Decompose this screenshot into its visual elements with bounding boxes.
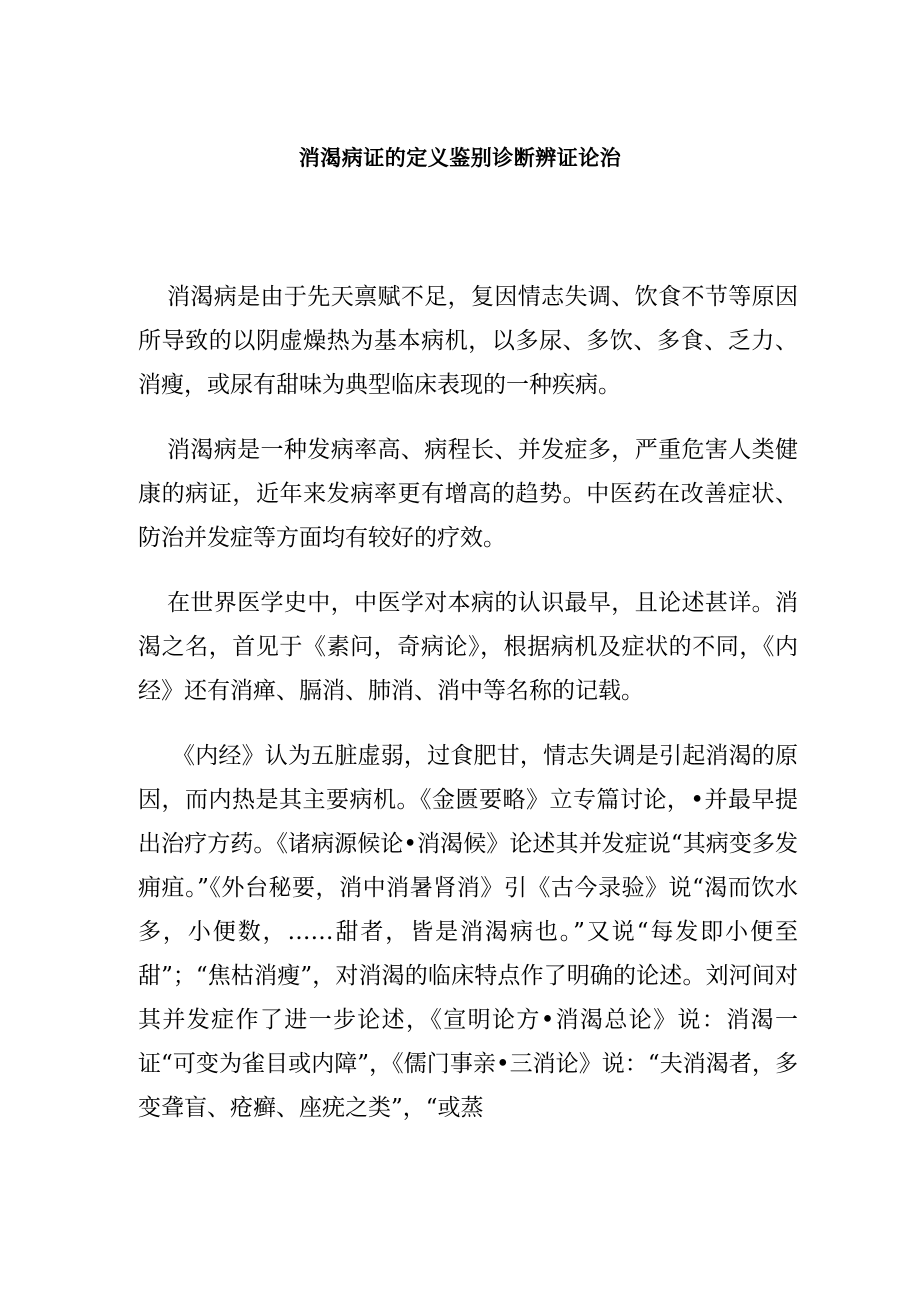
paragraph-history: 在世界医学史中，中医学对本病的认识最早，且论述甚详。消渴之名，首见于《素问，奇病论》，根据病机及症状的不同，《内经》还有消瘅、膈消、肺消、消中等名称的记载。 [138,590,798,704]
document-title: 消渴病证的定义鉴别诊断辨证论治 [298,145,622,170]
paragraph-prevalence: 消渴病是一种发病率高、病程长、并发症多，严重危害人类健康的病证，近年来发病率更有增高的趋势。中医药在改善症状、防治并发症等方面均有较好的疗效。 [138,437,798,551]
paragraph-classics: 《内经》认为五脏虚弱，过食肥甘，情志失调是引起消渴的原因，而内热是其主要病机。《金匮要略》立专篇讨论，•并最早提出治疗方药。《诸病源候论•消渴候》论述其并发症说“其病变多发痈疽。”《外台秘要，消中消暑肾消》引《古今录验》说“渴而饮水多，小便数，……甜者，皆是消渴病也。”又说“每发即小便至甜”；“焦枯消瘦”，对消渴的临床特点作了明确的论述。刘河间对其并发症作了进一步论述，《宣明论方•消渴总论》说：消渴一证“可变为雀目或内障”，《儒门事亲•三消论》说：“夫消渴者，多变聋盲、疮癣、座疣之类”，“或蒸 [138,743,798,1121]
paragraph-definition: 消渴病是由于先天禀赋不足，复因情志失调、饮食不节等原因所导致的以阴虚燥热为基本病机，以多尿、多饮、多食、乏力、消瘦，或尿有甜味为典型临床表现的一种疾病。 [138,284,798,398]
document-body [138,275,798,1151]
